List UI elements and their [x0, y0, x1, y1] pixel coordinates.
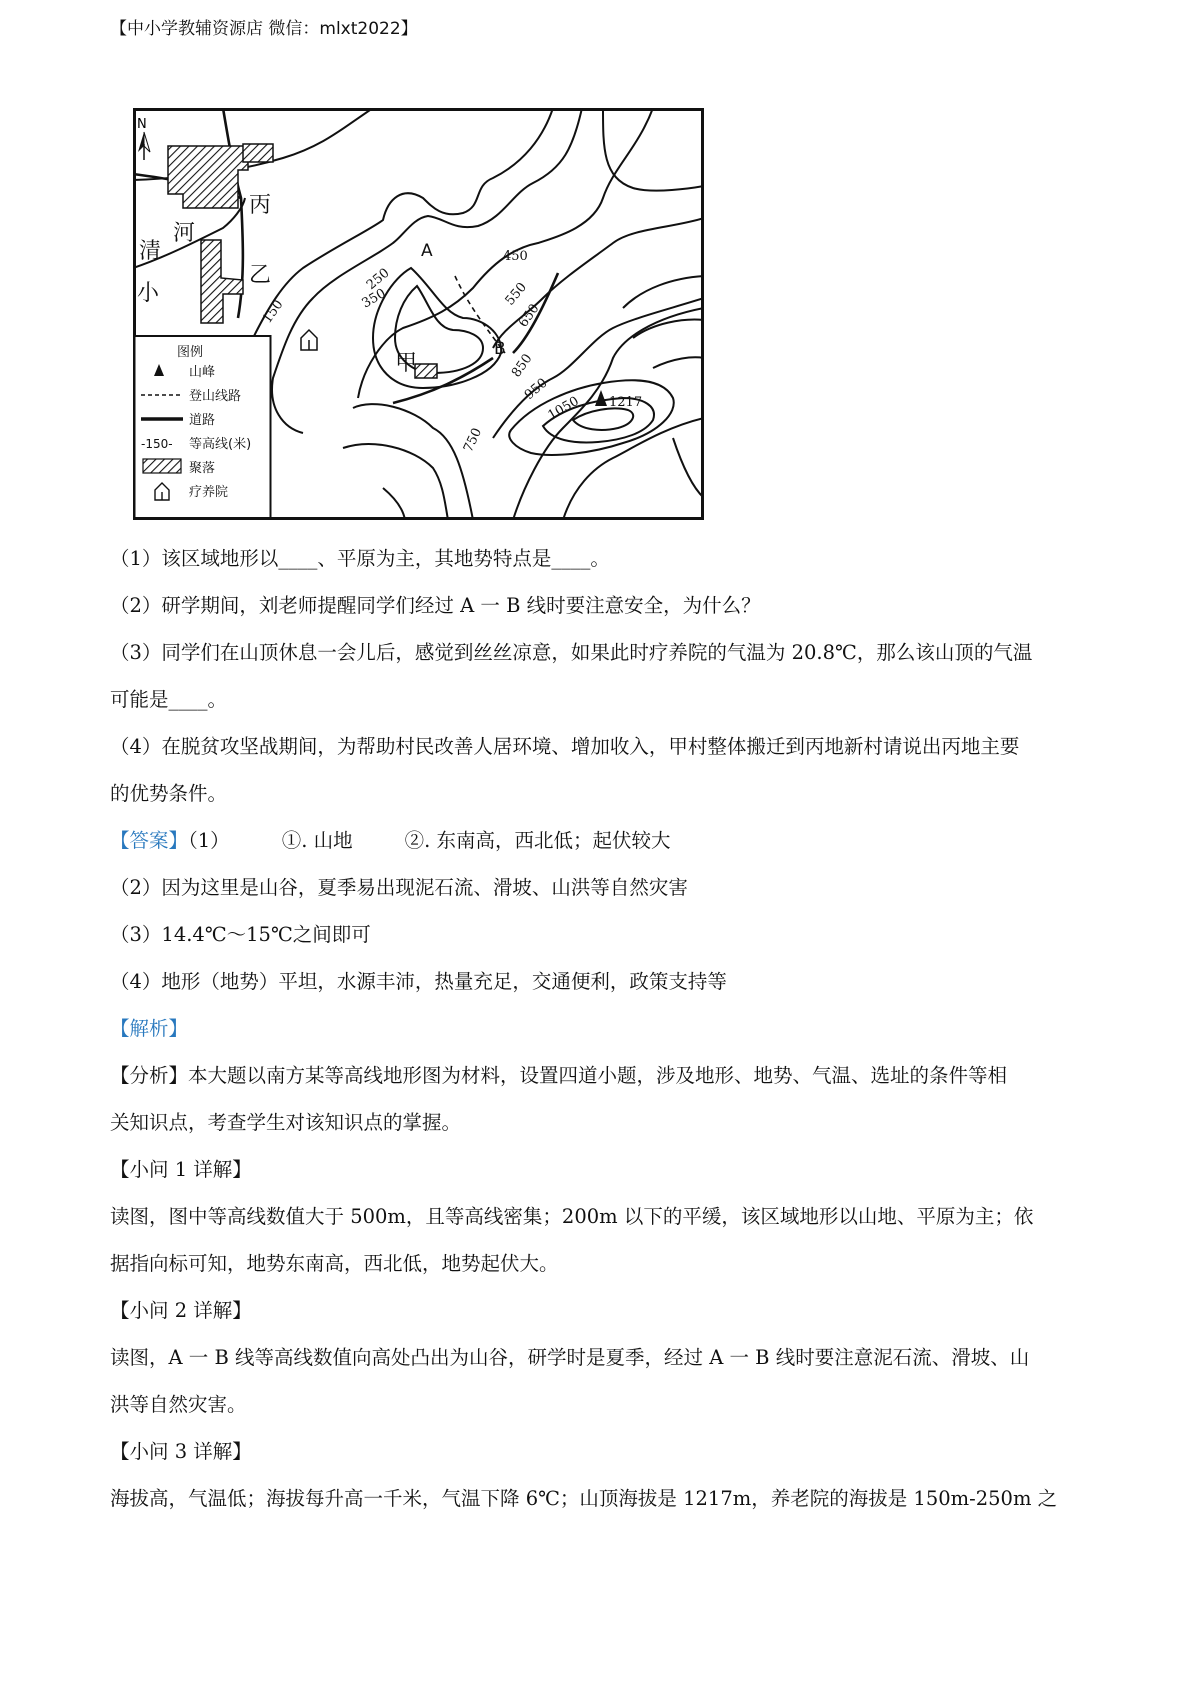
legend-label-sanatorium: 疗养院	[189, 485, 229, 500]
contour-label-850: 850	[508, 351, 536, 381]
analysis-fenxi-line-1: 【分析】本大题以南方某等高线地形图为材料，设置四道小题，涉及地形、地势、气温、选址的条件等相	[110, 1064, 1008, 1087]
legend-label-settlement: 聚落	[189, 461, 216, 476]
subquestion-2-line-1: 读图，A 一 B 线等高线数值向高处凸出为山谷，研学时是夏季，经过 A 一 B 线时要注意泥石流、滑坡、山	[110, 1346, 1030, 1369]
answer-1-prefix: （1）	[188, 829, 230, 852]
legend-contour-icon-text: -150-	[141, 437, 173, 451]
settlement-jia	[415, 364, 437, 378]
legend-label-trail: 登山线路	[189, 389, 242, 404]
contour-label-350: 350	[359, 286, 389, 312]
label-river-2: 河	[173, 221, 196, 246]
label-a: A	[421, 241, 433, 261]
answer-1-choice-1: ①. 山地	[281, 829, 353, 852]
subquestion-3-line-1: 海拔高，气温低；海拔每升高一千米，气温下降 6℃；山顶海拔是 1217m，养老院的海拔是 150m-250m 之	[110, 1487, 1058, 1510]
label-river-1: 清	[139, 239, 162, 264]
document-body	[110, 545, 1102, 1512]
question-3-line-2: 可能是____。	[110, 688, 228, 711]
question-3-line-1: （3）同学们在山顶休息一会儿后，感觉到丝丝凉意，如果此时疗养院的气温为 20.8℃，那么该山顶的气温	[110, 641, 1033, 664]
peak-label: 1217	[609, 395, 643, 410]
contour-label-150: 150	[259, 297, 287, 327]
question-4-line-1: （4）在脱贫攻坚战期间，为帮助村民改善人居环境、增加收入，甲村整体搬迁到丙地新村请说出丙地主要	[110, 735, 1020, 758]
question-1: （1）该区域地形以____、平原为主，其地势特点是____。	[110, 547, 610, 570]
contour-label-750: 750	[461, 425, 486, 455]
answer-label: 【答案】	[110, 829, 189, 852]
subquestion-3-title: 【小问 3 详解】	[110, 1440, 252, 1463]
subquestion-1-line-2: 据指向标可知，地势东南高，西北低，地势起伏大。	[110, 1252, 559, 1275]
contour-map	[133, 108, 704, 520]
north-label: N	[137, 117, 147, 132]
answer-2: （2）因为这里是山谷，夏季易出现泥石流、滑坡、山洪等自然灾害	[110, 876, 688, 899]
analysis-label: 【解析】	[110, 1017, 189, 1040]
subquestion-2-line-2: 洪等自然灾害。	[110, 1393, 247, 1416]
contour-label-1050: 1050	[545, 393, 582, 424]
question-4-line-2: 的优势条件。	[110, 782, 228, 805]
subquestion-2-title: 【小问 2 详解】	[110, 1299, 252, 1322]
legend-title: 图例	[177, 345, 204, 360]
subquestion-1-line-1: 读图，图中等高线数值大于 500m，且等高线密集；200m 以下的平缓，该区域地形以山地、平原为主；依	[110, 1205, 1034, 1228]
map-legend	[135, 336, 271, 518]
label-river-3: 小	[137, 281, 160, 306]
question-2: （2）研学期间，刘老师提醒同学们经过 A 一 B 线时要注意安全，为什么？	[110, 594, 761, 617]
label-b: B	[494, 339, 506, 359]
contour-label-550: 550	[502, 279, 531, 309]
label-jia: 甲	[395, 351, 418, 376]
contour-label-950: 950	[521, 375, 551, 404]
answer-4: （4）地形（地势）平坦，水源丰沛，热量充足，交通便利，政策支持等	[110, 970, 727, 993]
label-yi: 乙	[249, 263, 272, 288]
analysis-fenxi-line-2: 关知识点，考查学生对该知识点的掌握。	[110, 1111, 462, 1134]
label-bing: 丙	[249, 193, 272, 218]
contour-label-250: 250	[363, 265, 393, 294]
answer-1-choice-2: ②. 东南高，西北低；起伏较大	[404, 829, 671, 852]
contour-label-450: 450	[503, 249, 528, 264]
subquestion-1-title: 【小问 1 详解】	[110, 1158, 252, 1181]
answer-1	[110, 827, 1102, 854]
legend-label-road: 道路	[189, 413, 216, 428]
settlement-bing-east	[243, 144, 273, 162]
legend-label-contour: 等高线(米)	[189, 437, 252, 452]
legend-settlement-icon	[143, 459, 181, 473]
contour-label-650: 650	[515, 301, 543, 331]
legend-label-peak: 山峰	[189, 365, 216, 380]
page-header: 【中小学教辅资源店 微信：mlxt2022】	[110, 19, 418, 39]
answer-3: （3）14.4℃～15℃之间即可	[110, 923, 371, 946]
